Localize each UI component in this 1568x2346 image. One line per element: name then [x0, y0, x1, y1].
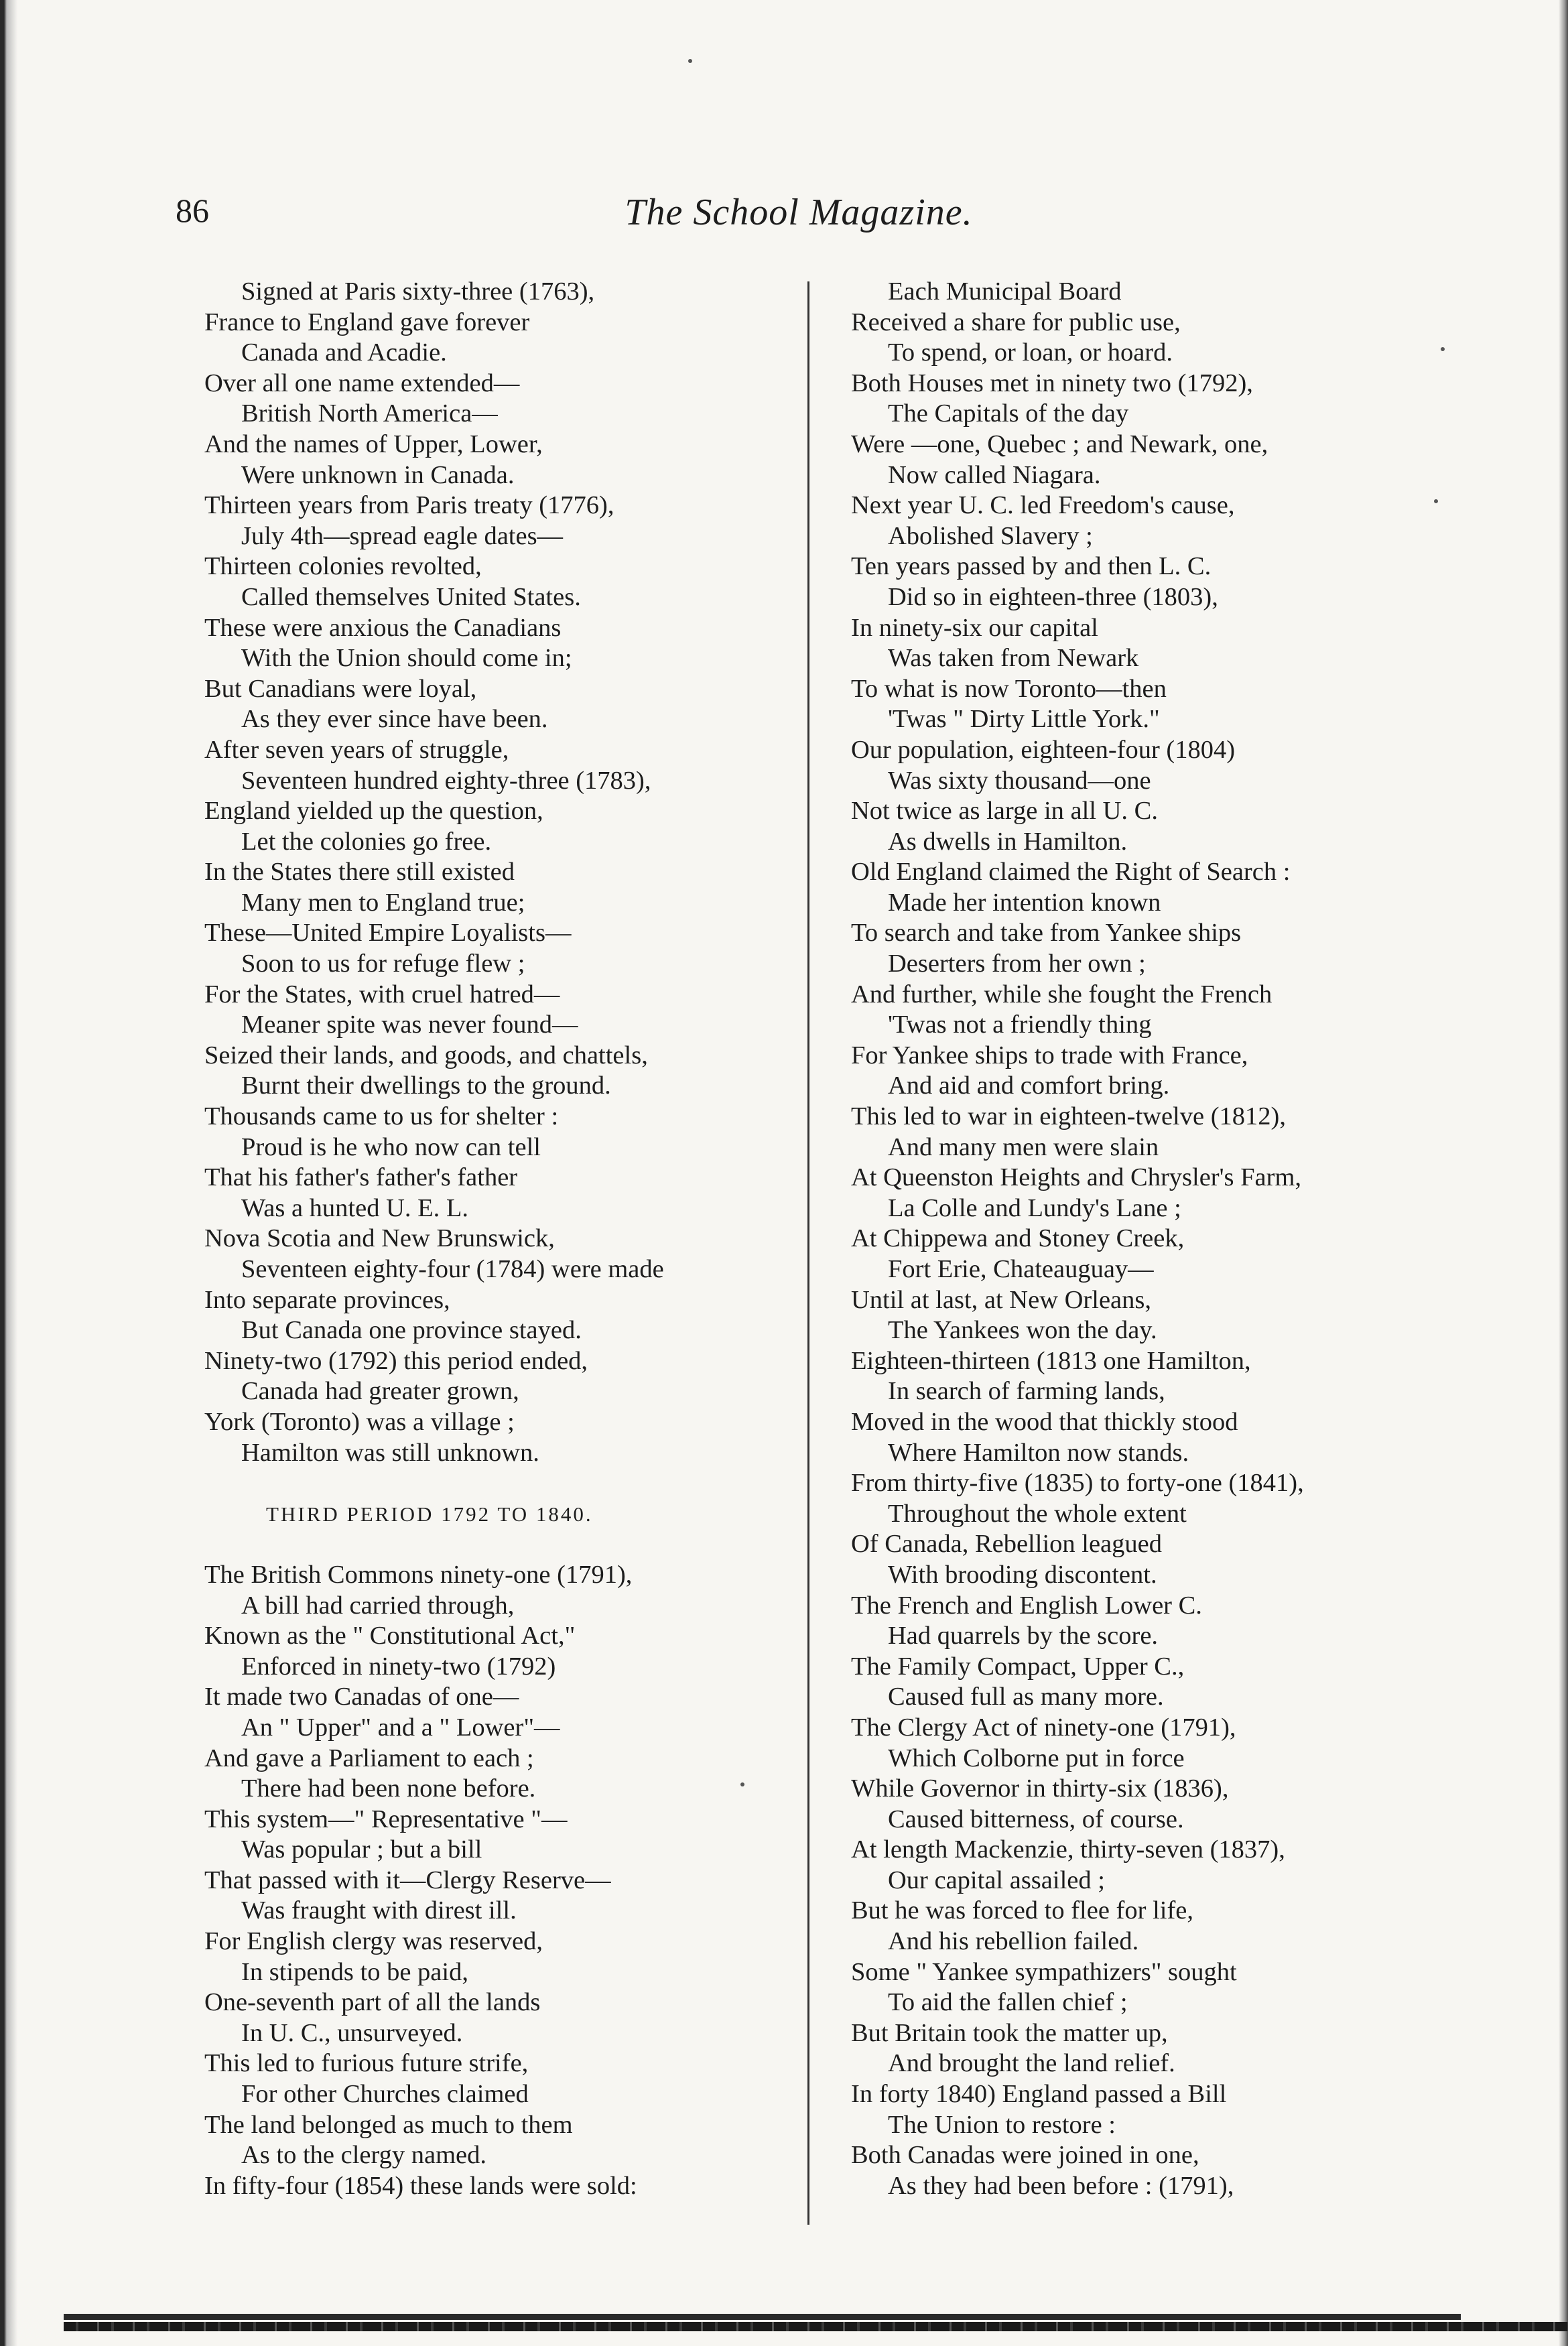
poem-line: France to England gave forever [204, 308, 530, 336]
poem-line: Seized their lands, and goods, and chattels, [204, 1041, 648, 1069]
poem-line: And brought the land relief. [888, 2049, 1175, 2078]
poem-line: With brooding discontent. [888, 1560, 1157, 1589]
poem-line: Ten years passed by and then L. C. [851, 552, 1212, 581]
poem-line: Of Canada, Rebellion leagued [851, 1530, 1162, 1559]
poem-line: As dwells in Hamilton. [888, 827, 1128, 856]
poem-line: There had been none before. [241, 1774, 536, 1803]
poem-line: As to the clergy named. [241, 2141, 487, 2170]
poem-line: Over all one name extended— [204, 369, 520, 397]
poem-line: For Yankee ships to trade with France, [851, 1041, 1248, 1069]
poem-line: Were unknown in Canada. [241, 460, 515, 489]
poem-line: Moved in the wood that thickly stood [851, 1407, 1238, 1436]
poem-line: Was popular ; but a bill [241, 1835, 482, 1864]
poem-line: The French and English Lower C. [851, 1591, 1202, 1620]
poem-line: Received a share for public use, [851, 308, 1181, 336]
poem-line: It made two Canadas of one— [204, 1683, 519, 1711]
page-header [176, 191, 1422, 245]
poem-line: The Family Compact, Upper C., [851, 1652, 1185, 1681]
poem-line: Had quarrels by the score. [888, 1622, 1159, 1650]
poem-line: The Capitals of the day [888, 399, 1129, 428]
poem-line: Not twice as large in all U. C. [851, 797, 1158, 826]
poem-line: Signed at Paris sixty-three (1763), [241, 277, 595, 306]
poem-line: A bill had carried through, [241, 1591, 515, 1620]
poem-line: Canada and Acadie. [241, 338, 447, 367]
poem-line: The Yankees won the day. [888, 1316, 1157, 1345]
poem-line: This system—" Representative "— [204, 1805, 568, 1833]
poem-line: And further, while she fought the French [851, 980, 1272, 1008]
bottom-rule [64, 2314, 1568, 2339]
poem-line: Let the colonies go free. [241, 827, 492, 856]
poem-line: In search of farming lands, [888, 1377, 1165, 1406]
poem-line: Our capital assailed ; [888, 1866, 1105, 1894]
poem-line: And gave a Parliament to each ; [204, 1744, 534, 1772]
poem-line: Which Colborne put in force [888, 1744, 1185, 1772]
poem-line: Known as the " Constitutional Act," [204, 1622, 576, 1650]
poem-line: Enforced in ninety-two (1792) [241, 1652, 556, 1681]
poem-line: Was fraught with direst ill. [241, 1896, 517, 1925]
poem-line: To what is now Toronto—then [851, 674, 1167, 703]
column-divider [807, 281, 809, 2225]
poem-line: Deserters from her own ; [888, 950, 1146, 978]
poem-line: An " Upper" and a " Lower"— [241, 1713, 560, 1742]
poem-line: In ninety-six our capital [851, 613, 1098, 642]
poem-line: At Chippewa and Stoney Creek, [851, 1224, 1185, 1253]
poem-line: In the States there still existed [204, 858, 515, 887]
poem-line: At length Mackenzie, thirty-seven (1837), [851, 1835, 1285, 1864]
poem-line: This led to war in eighteen-twelve (1812), [851, 1102, 1286, 1131]
poem-line: Was a hunted U. E. L. [241, 1193, 469, 1222]
poem-line: In stipends to be paid, [241, 1957, 468, 1986]
poem-line: The Union to restore : [888, 2110, 1116, 2139]
poem-line: One-seventh part of all the lands [204, 1988, 541, 2017]
poem-line: To search and take from Yankee ships [851, 919, 1242, 948]
poem-line: Next year U. C. led Freedom's cause, [851, 491, 1235, 520]
left-column [204, 277, 794, 2201]
poem-line: In forty 1840) England passed a Bill [851, 2080, 1227, 2109]
scan-edge-left [0, 0, 40, 2346]
poem-line: Until at last, at New Orleans, [851, 1285, 1151, 1314]
poem-line: Many men to England true; [241, 888, 525, 917]
poem-line: Seventeen hundred eighty-three (1783), [241, 766, 651, 795]
poem-line: Was taken from Newark [888, 644, 1139, 673]
poem-line: The land belonged as much to them [204, 2110, 573, 2139]
poem-line: That passed with it—Clergy Reserve— [204, 1866, 611, 1894]
poem-line: British North America— [241, 399, 498, 428]
poem-line: La Colle and Lundy's Lane ; [888, 1193, 1181, 1222]
running-title: The School Magazine. [625, 192, 973, 233]
poem-line: Where Hamilton now stands. [888, 1438, 1189, 1467]
poem-line: In U. C., unsurveyed. [241, 2018, 463, 2047]
poem-line: Into separate provinces, [204, 1285, 450, 1314]
poem-line: But Canadians were loyal, [204, 674, 477, 703]
scan-edge-right [1541, 0, 1568, 2346]
poem-line: Did so in eighteen-three (1803), [888, 582, 1218, 611]
scan-speck [688, 59, 692, 63]
poem-line: Nova Scotia and New Brunswick, [204, 1224, 555, 1253]
poem-line: And aid and comfort bring. [888, 1071, 1170, 1100]
poem-line: But Canada one province stayed. [241, 1316, 582, 1345]
poem-line: Were —one, Quebec ; and Newark, one, [851, 430, 1268, 458]
poem-line: And the names of Upper, Lower, [204, 430, 543, 458]
page-number: 86 [176, 192, 209, 229]
poem-line: At Queenston Heights and Chrysler's Farm, [851, 1163, 1302, 1192]
poem-line: This led to furious future strife, [204, 2049, 529, 2078]
poem-line: Old England claimed the Right of Search : [851, 858, 1291, 887]
poem-line: With the Union should come in; [241, 644, 572, 673]
poem-line: To spend, or loan, or hoard. [888, 338, 1173, 367]
poem-line: These—United Empire Loyalists— [204, 919, 572, 948]
poem-line: From thirty-five (1835) to forty-one (1841), [851, 1469, 1304, 1498]
poem-line: Thirteen colonies revolted, [204, 552, 482, 581]
poem-line: Proud is he who now can tell [241, 1132, 541, 1161]
poem-line: But he was forced to flee for life, [851, 1896, 1193, 1925]
poem-line: England yielded up the question, [204, 797, 543, 826]
poem-line: 'Twas " Dirty Little York." [888, 705, 1160, 734]
poem-line: Burnt their dwellings to the ground. [241, 1071, 611, 1100]
poem-line: Abolished Slavery ; [888, 521, 1093, 550]
poem-line: Fort Erie, Chateauguay— [888, 1255, 1154, 1283]
poem-line: Thousands came to us for shelter : [204, 1102, 559, 1131]
poem-line: 'Twas not a friendly thing [888, 1011, 1152, 1039]
poem-line: For English clergy was reserved, [204, 1927, 543, 1956]
poem-line: Some " Yankee sympathizers" sought [851, 1957, 1237, 1986]
poem-line: After seven years of struggle, [204, 735, 509, 764]
poem-line: Hamilton was still unknown. [241, 1438, 539, 1467]
poem-line: Eighteen-thirteen (1813 one Hamilton, [851, 1346, 1251, 1375]
poem-line: Made her intention known [888, 888, 1161, 917]
poem-line: Soon to us for refuge flew ; [241, 950, 525, 978]
poem-line: Our population, eighteen-four (1804) [851, 735, 1236, 764]
poem-line: The Clergy Act of ninety-one (1791), [851, 1713, 1236, 1742]
poem-line: Canada had greater grown, [241, 1377, 519, 1406]
poem-line: Seventeen eighty-four (1784) were made [241, 1255, 664, 1283]
poem-line: Caused bitterness, of course. [888, 1805, 1184, 1833]
section-heading: THIRD PERIOD 1792 TO 1840. [266, 1502, 593, 1526]
poem-line: In fifty-four (1854) these lands were sold: [204, 2171, 637, 2200]
poem-line: As they ever since have been. [241, 705, 548, 734]
poem-line: Both Canadas were joined in one, [851, 2141, 1199, 2170]
poem-line: Meaner spite was never found— [241, 1011, 578, 1039]
poem-line: Thirteen years from Paris treaty (1776), [204, 491, 614, 520]
poem-line: York (Toronto) was a village ; [204, 1407, 515, 1436]
poem-line: For other Churches claimed [241, 2080, 529, 2109]
poem-line: The British Commons ninety-one (1791), [204, 1560, 633, 1589]
poem-line: And his rebellion failed. [888, 1927, 1139, 1956]
poem-line: Was sixty thousand—one [888, 766, 1151, 795]
poem-line: Throughout the whole extent [888, 1499, 1187, 1528]
poem-line: But Britain took the matter up, [851, 2018, 1168, 2047]
poem-line: That his father's father's father [204, 1163, 518, 1192]
poem-line: Now called Niagara. [888, 460, 1101, 489]
poem-line: As they had been before : (1791), [888, 2171, 1234, 2200]
poem-line: Both Houses met in ninety two (1792), [851, 369, 1253, 397]
poem-line: Ninety-two (1792) this period ended, [204, 1346, 588, 1375]
poem-line: While Governor in thirty-six (1836), [851, 1774, 1229, 1803]
poem-line: To aid the fallen chief ; [888, 1988, 1128, 2017]
poem-line: These were anxious the Canadians [204, 613, 562, 642]
poem-line: July 4th—spread eagle dates— [241, 521, 564, 550]
poem-line: Called themselves United States. [241, 582, 581, 611]
poem-line: Each Municipal Board [888, 277, 1122, 306]
right-column [851, 277, 1454, 2201]
poem-line: Caused full as many more. [888, 1683, 1164, 1711]
poem-line: For the States, with cruel hatred— [204, 980, 560, 1008]
poem-line: And many men were slain [888, 1132, 1159, 1161]
